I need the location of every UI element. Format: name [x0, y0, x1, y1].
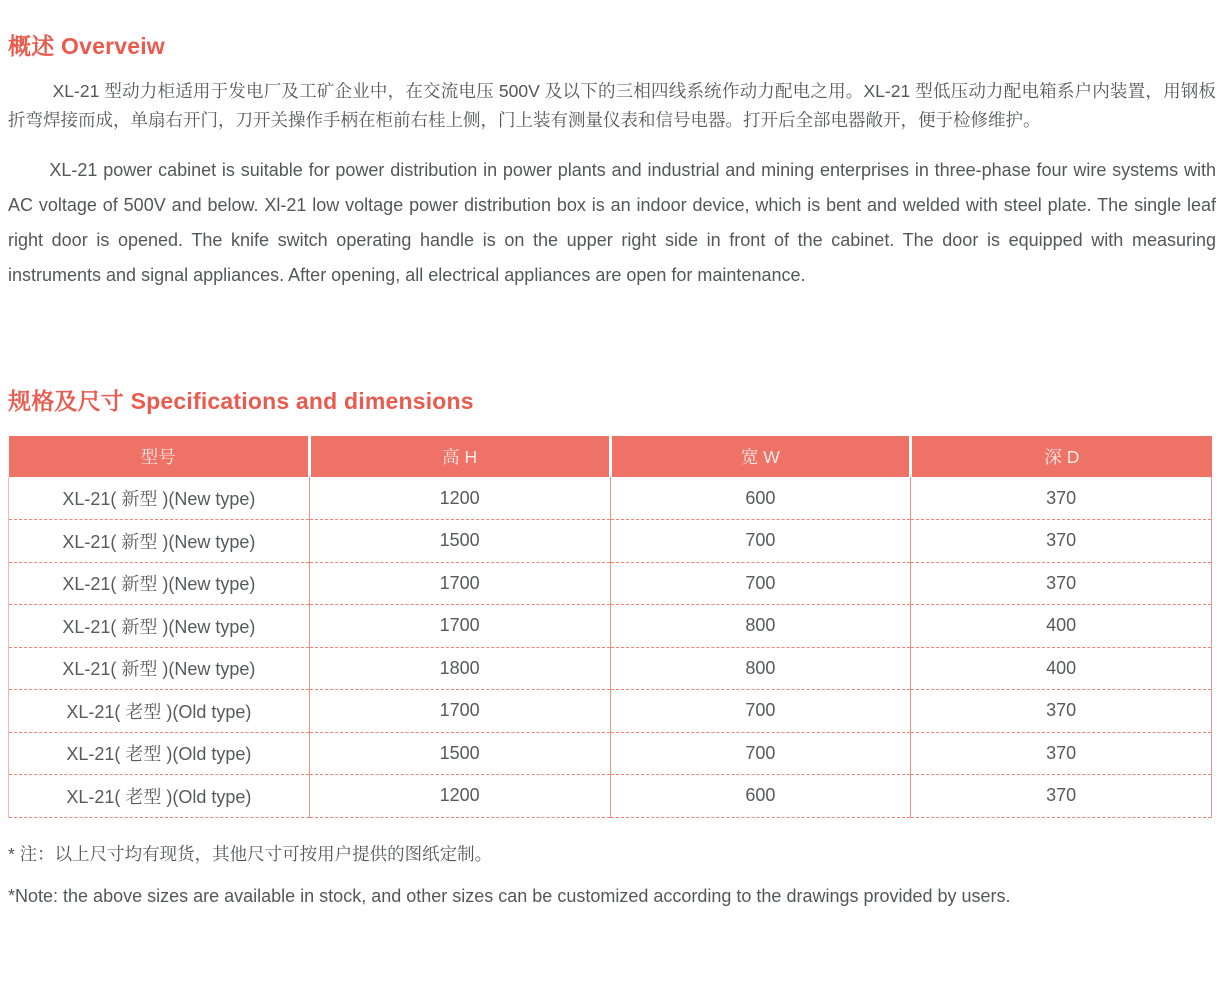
specifications-table-header: [9, 436, 1212, 477]
header-cell-width: 宽 W: [610, 436, 911, 477]
header-row: [9, 436, 1212, 477]
table-cell: 700: [610, 562, 911, 605]
header-cell-model: 型号: [9, 436, 310, 477]
specifications-section-title: 规格及尺寸 Specifications and dimensions: [8, 388, 474, 414]
overview-section-title: 概述 Overveiw: [8, 33, 165, 59]
table-cell: 400: [911, 647, 1212, 690]
table-cell: XL-21( 新型 )(New type): [9, 520, 310, 563]
overview-paragraph-chinese: XL-21 型动力柜适用于发电厂及工矿企业中，在交流电压 500V 及以下的三相四线系统作动力配电之用。XL-21 型低压动力配电箱系户内装置，用钢板折弯焊接而成，单扇右开门，刀开关操作手柄在柜前右桂上侧，门上装有测量仪表和信号电器。打开后全部电器敞开，便于检修维护。: [8, 81, 1216, 130]
table-cell: XL-21( 新型 )(New type): [9, 605, 310, 648]
table-row: [9, 690, 1212, 733]
table-row: [9, 775, 1212, 818]
table-cell: XL-21( 老型 )(Old type): [9, 775, 310, 818]
header-cell-height: 高 H: [309, 436, 610, 477]
header-cell-depth: 深 D: [911, 436, 1212, 477]
table-cell: 700: [610, 690, 911, 733]
table-cell: 370: [911, 732, 1212, 775]
table-cell: 1700: [309, 605, 610, 648]
table-cell: 1200: [309, 775, 610, 818]
specifications-table-body: [9, 477, 1212, 817]
table-cell: XL-21( 老型 )(Old type): [9, 732, 310, 775]
footnote-english: *Note: the above sizes are available in stock, and other sizes can be customized according to the drawings provided by users.: [8, 885, 1011, 906]
table-cell: XL-21( 新型 )(New type): [9, 562, 310, 605]
table-row: [9, 562, 1212, 605]
table-cell: 800: [610, 605, 911, 648]
table-cell: 370: [911, 690, 1212, 733]
table-cell: 600: [610, 477, 911, 520]
table-cell: 400: [911, 605, 1212, 648]
table-row: [9, 520, 1212, 563]
specifications-table: [8, 436, 1212, 818]
table-cell: XL-21( 新型 )(New type): [9, 647, 310, 690]
table-cell: 370: [911, 562, 1212, 605]
table-cell: 370: [911, 477, 1212, 520]
table-cell: 700: [610, 732, 911, 775]
table-cell: 1700: [309, 562, 610, 605]
footnote-chinese: * 注：以上尺寸均有现货，其他尺寸可按用户提供的图纸定制。: [8, 843, 493, 864]
table-cell: XL-21( 新型 )(New type): [9, 477, 310, 520]
table-cell: 1200: [309, 477, 610, 520]
table-row: [9, 732, 1212, 775]
table-cell: 600: [610, 775, 911, 818]
table-row: [9, 647, 1212, 690]
table-cell: 1700: [309, 690, 610, 733]
table-cell: 1500: [309, 732, 610, 775]
table-cell: 1800: [309, 647, 610, 690]
overview-paragraph-english: XL-21 power cabinet is suitable for power distribution in power plants and industrial and mining enterprises in three-phase four wire systems with AC voltage of 500V and below. Xl-21 low voltage power distribution box is an indoor device, which is bent and welded with steel plate. The single leaf right door is opened. The knife switch operating handle is on the upper right side in front of the cabinet. The door is equipped with measuring instruments and signal appliances. After opening, all electrical appliances are open for maintenance.: [8, 160, 1216, 285]
table-cell: 800: [610, 647, 911, 690]
table-cell: 700: [610, 520, 911, 563]
table-cell: XL-21( 老型 )(Old type): [9, 690, 310, 733]
table-row: [9, 605, 1212, 648]
table-cell: 1500: [309, 520, 610, 563]
table-row: [9, 477, 1212, 520]
table-cell: 370: [911, 775, 1212, 818]
table-cell: 370: [911, 520, 1212, 563]
